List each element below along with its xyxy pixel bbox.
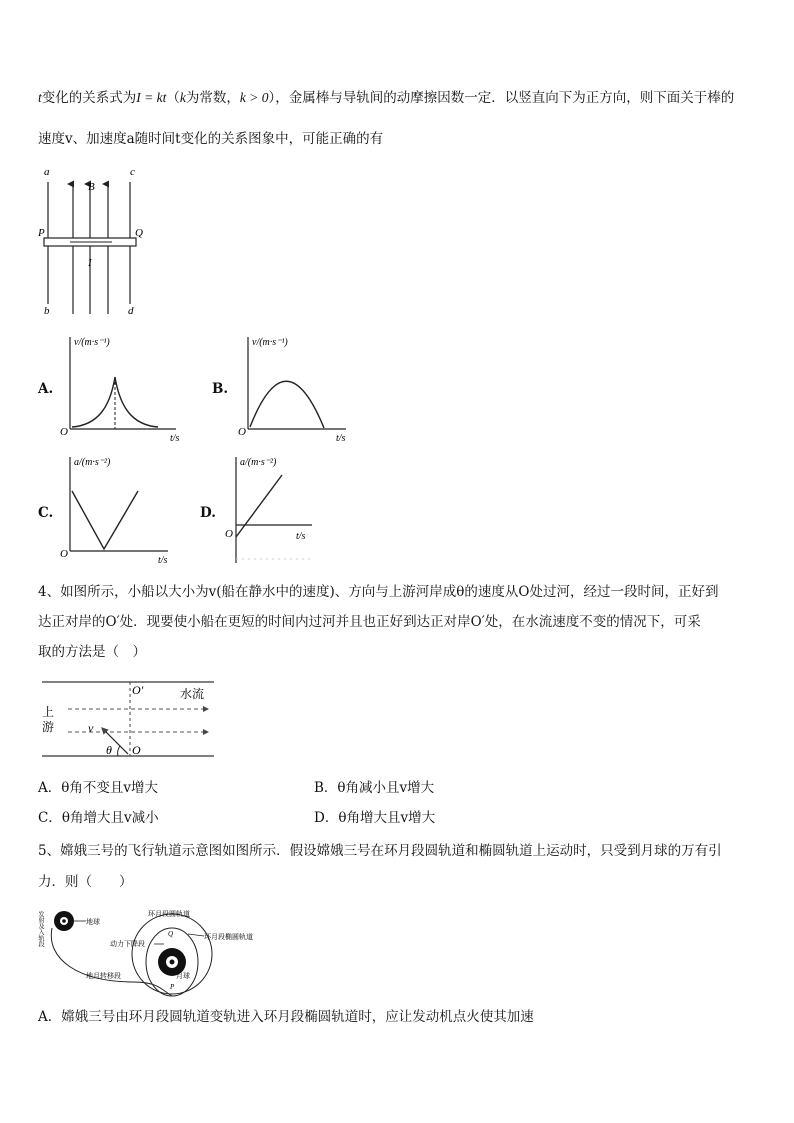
problem5-line1: 5、嫦娥三号的飞行轨道示意图如图所示．假设嫦娥三号在环月段圆轨道和椭圆轨道上运动时，只受到月球的万有引 — [38, 843, 722, 859]
orbit-circle-label: 环月段圆轨道 — [148, 910, 190, 918]
river-theta-label: θ — [106, 743, 112, 757]
problem4-option-c: C．θ角增大且v减小 — [38, 810, 159, 826]
graph-a-origin: O — [60, 426, 68, 438]
orbit-figure — [38, 904, 278, 996]
problem4-option-d: D．θ角增大且v增大 — [314, 810, 436, 826]
river-upstream-1: 上 — [42, 705, 55, 719]
problem4-line3: 取的方法是（ ） — [38, 644, 146, 660]
label-c: c — [130, 166, 135, 178]
river-figure — [38, 678, 216, 760]
graph-d-xlabel: t/s — [296, 531, 306, 542]
river-v-label: v — [88, 721, 94, 735]
orbit-ellipse-label: 环月段椭圆轨道 — [204, 933, 253, 941]
graph-b-origin: O — [238, 426, 246, 438]
problem4-option-b: B．θ角减小且v增大 — [314, 780, 435, 796]
orbit-earth-label: 地球 — [86, 918, 100, 926]
option-d-letter: D. — [200, 505, 216, 521]
rail-figure — [38, 164, 148, 322]
orbit-descent-label: 动力下降段 — [110, 940, 145, 948]
label-a: a — [44, 166, 50, 178]
graph-c — [58, 453, 183, 568]
graph-a — [58, 333, 188, 445]
graph-c-xlabel: t/s — [158, 555, 168, 566]
label-d: d — [128, 305, 134, 317]
graph-b-ylabel: v/(m·s⁻¹) — [252, 337, 288, 348]
orbit-q-label: Q — [168, 930, 174, 938]
problem4-option-a: A．θ角不变且v增大 — [38, 780, 159, 796]
problem5-line2: 力．则（ ） — [38, 874, 133, 890]
option-b-letter: B. — [212, 381, 229, 397]
problem3-line1: t变化的关系式为I = kt（k为常数，k > 0），金属棒与导轨间的动摩擦因数一定．以竖直向下为正方向，则下面关于棒的 — [38, 90, 735, 106]
graph-c-ylabel: a/(m·s⁻²) — [74, 457, 111, 468]
graph-d-ylabel: a/(m·s⁻²) — [240, 457, 277, 468]
river-o-prime: O′ — [132, 683, 144, 697]
graph-b-xlabel: t/s — [336, 433, 346, 444]
graph-d-origin: O — [225, 528, 233, 540]
graph-b — [236, 333, 361, 445]
graph-a-xlabel: t/s — [170, 433, 180, 444]
problem4-line1: 4、如图所示，小船以大小为v(船在静水中的速度)、方向与上游河岸成θ的速度从O处过河，经过一段时间，正好到 — [38, 584, 719, 600]
option-c-letter: C. — [38, 505, 54, 521]
label-B: B — [88, 181, 95, 193]
river-flow-label: 水流 — [180, 687, 205, 701]
label-I: I — [88, 257, 92, 269]
graph-c-origin: O — [60, 548, 68, 560]
problem3-line2: 速度v、加速度a随时间t变化的关系图象中，可能正确的有 — [38, 131, 384, 147]
option-a-letter: A. — [38, 381, 54, 397]
river-upstream-2: 游 — [42, 720, 55, 734]
orbit-moon-label: 月球 — [176, 972, 190, 980]
graph-d — [224, 453, 324, 568]
problem4-line2: 达正对岸的O′处．现要使小船在更短的时间内过河并且也正好到达正对岸O′处，在水流速度不变的情况下，可采 — [38, 614, 701, 630]
problem5-option-a: A．嫦娥三号由环月段圆轨道变轨进入环月段椭圆轨道时，应让发动机点火使其加速 — [38, 1009, 534, 1025]
graph-a-ylabel: v/(m·s⁻¹) — [74, 337, 110, 348]
label-P: P — [38, 227, 45, 239]
label-b: b — [44, 305, 50, 317]
orbit-transfer-label: 地月转移段 — [86, 972, 121, 980]
label-Q: Q — [135, 227, 143, 239]
orbit-p-label: P — [170, 983, 175, 991]
orbit-launch-label: 发射及入轨段 — [37, 911, 43, 947]
river-o-label: O — [132, 743, 141, 757]
